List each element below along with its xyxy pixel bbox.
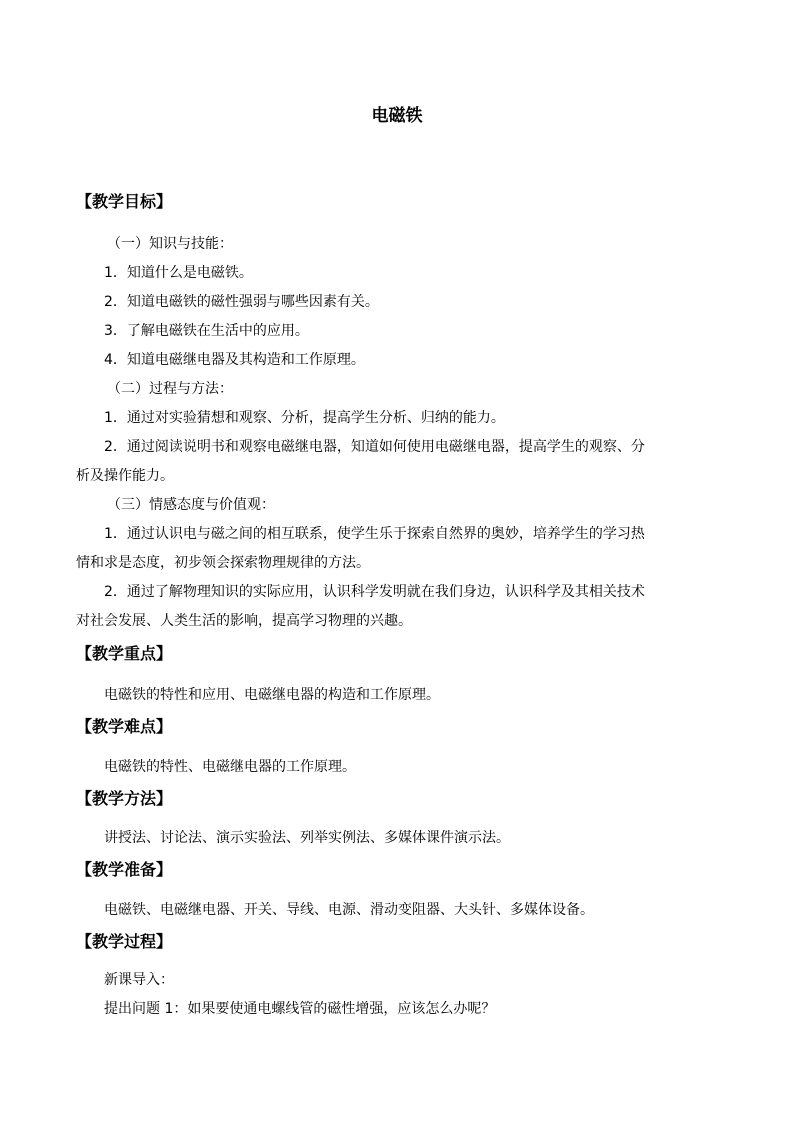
list-item: 2．通过了解物理知识的实际应用，认识科学发明就在我们身边，认识科学及其相关技术 bbox=[104, 584, 645, 600]
section-body-process-intro: 新课导入： bbox=[104, 972, 174, 988]
section-body-key-points: 电磁铁的特性和应用、电磁继电器的构造和工作原理。 bbox=[104, 687, 440, 703]
list-item: 2．通过阅读说明书和观察电磁继电器，知道如何使用电磁继电器，提高学生的观察、分 bbox=[104, 439, 645, 455]
subsection-process-methods: （二）过程与方法： bbox=[107, 381, 233, 397]
section-heading-process: 【教学过程】 bbox=[76, 932, 173, 951]
section-heading-difficulties: 【教学难点】 bbox=[76, 717, 173, 736]
section-body-process-question: 提出问题 1：如果要使通电螺线管的磁性增强，应该怎么办呢？ bbox=[104, 1001, 496, 1017]
section-heading-key-points: 【教学重点】 bbox=[76, 644, 173, 663]
list-item: 1．通过对实验猜想和观察、分析，提高学生分析、归纳的能力。 bbox=[104, 410, 505, 426]
list-item-continuation: 情和求是态度，初步领会探索物理规律的方法。 bbox=[76, 555, 370, 571]
list-item-continuation: 析及操作能力。 bbox=[76, 468, 174, 484]
section-heading-preparation: 【教学准备】 bbox=[76, 860, 173, 879]
section-body-methods: 讲授法、讨论法、演示实验法、列举实例法、多媒体课件演示法。 bbox=[104, 830, 510, 846]
section-body-preparation: 电磁铁、电磁继电器、开关、导线、电源、滑动变阻器、大头针、多媒体设备。 bbox=[104, 902, 594, 918]
subsection-attitudes-values: （三）情感态度与价值观： bbox=[107, 497, 275, 513]
section-heading-objectives: 【教学目标】 bbox=[76, 192, 173, 211]
list-item: 3．了解电磁铁在生活中的应用。 bbox=[104, 323, 309, 339]
section-heading-methods: 【教学方法】 bbox=[76, 789, 173, 808]
list-item: 1．通过认识电与磁之间的相互联系，使学生乐于探索自然界的奥妙，培养学生的学习热 bbox=[104, 526, 645, 542]
list-item: 1．知道什么是电磁铁。 bbox=[104, 265, 253, 281]
list-item: 2．知道电磁铁的磁性强弱与哪些因素有关。 bbox=[104, 294, 379, 310]
subsection-knowledge-skills: （一）知识与技能： bbox=[107, 236, 233, 252]
document-title: 电磁铁 bbox=[371, 106, 423, 126]
list-item-continuation: 对社会发展、人类生活的影响，提高学习物理的兴趣。 bbox=[76, 613, 412, 629]
list-item: 4．知道电磁继电器及其构造和工作原理。 bbox=[104, 352, 365, 368]
section-body-difficulties: 电磁铁的特性、电磁继电器的工作原理。 bbox=[104, 759, 356, 775]
